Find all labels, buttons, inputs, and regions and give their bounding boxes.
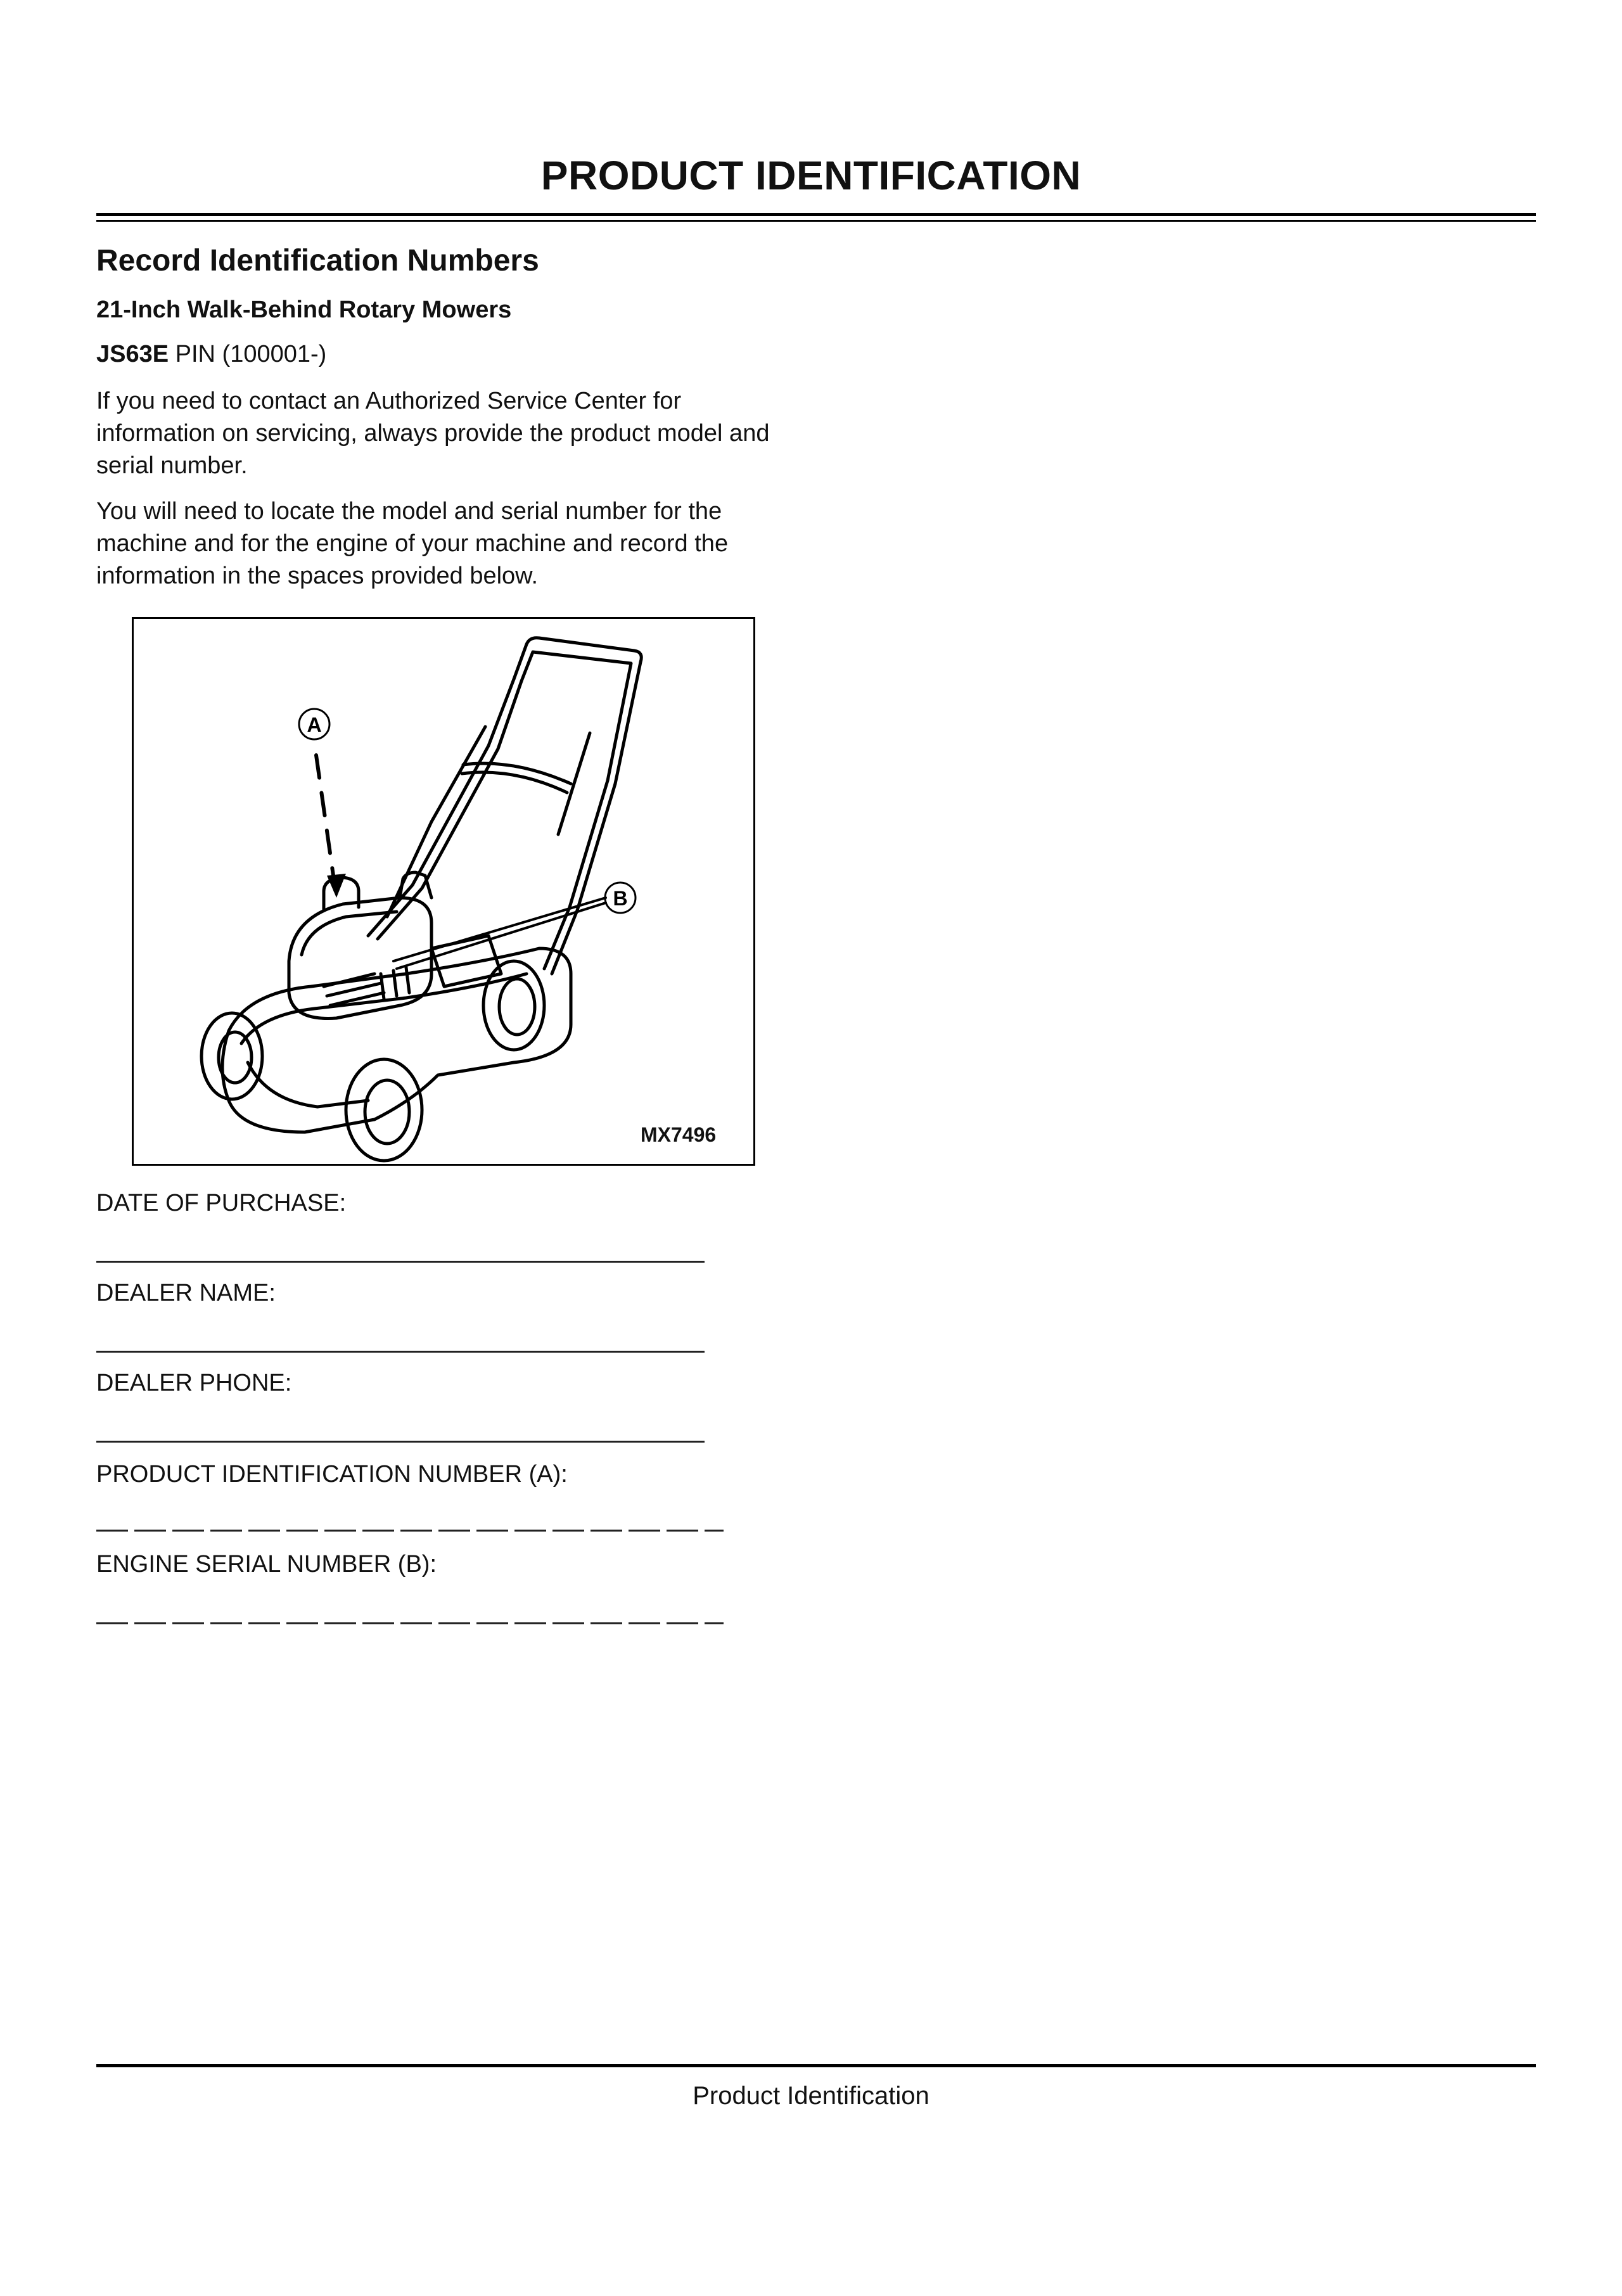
model-code: JS63E [96,341,169,367]
title-rule-thin [96,220,1536,222]
field-dashes-pin[interactable] [96,1529,724,1532]
field-label-dealer-name: DEALER NAME: [96,1280,276,1306]
paragraph-locate: You will need to locate the model and serial number for the machine and for the engine of your machine and record the information in the spaces provided below. [96,498,729,589]
callout-a-label: A [307,713,322,736]
mower-drawing [134,619,753,1164]
section-subheading: 21-Inch Walk-Behind Rotary Mowers [96,297,512,323]
field-label-engine-serial: ENGINE SERIAL NUMBER (B): [96,1551,437,1578]
title-rule-thick [96,213,1536,216]
field-line-dealer-name[interactable] [96,1351,705,1353]
callout-b-label: B [613,887,628,910]
footer-text: Product Identification [693,2082,929,2110]
field-label-pin: PRODUCT IDENTIFICATION NUMBER (A): [96,1461,568,1488]
figure-code: MX7496 [641,1123,717,1146]
section-heading: Record Identification Numbers [96,244,539,277]
model-pin: PIN (100001-) [169,341,327,367]
field-label-date-of-purchase: DATE OF PURCHASE: [96,1190,347,1216]
field-line-dealer-phone[interactable] [96,1441,705,1443]
field-dashes-engine-serial[interactable] [96,1622,724,1624]
field-label-dealer-phone: DEALER PHONE: [96,1370,292,1396]
page-title: PRODUCT IDENTIFICATION [540,153,1082,198]
callout-a-arrowhead [327,874,346,898]
field-line-date-of-purchase[interactable] [96,1261,705,1263]
paragraph-contact: If you need to contact an Authorized Service Center for information on servicing, always provide the product model and serial number. [96,388,770,479]
mower-illustration [132,617,755,1166]
model-line [96,341,326,368]
footer-rule [96,2064,1536,2067]
